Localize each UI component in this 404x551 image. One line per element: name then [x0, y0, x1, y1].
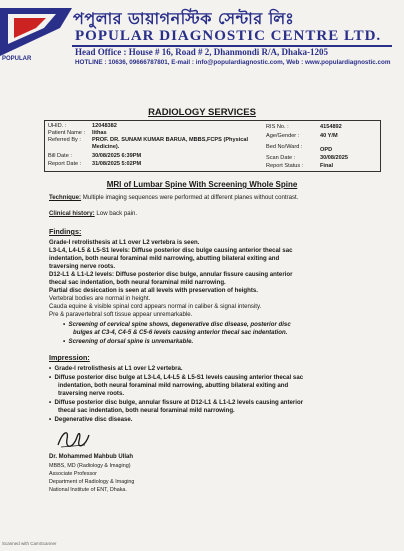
doctor-degrees: MBBS, MD (Radiology & Imaging): [49, 463, 131, 469]
ris-label: RIS No. :: [266, 124, 289, 130]
findings-bullet: • Screening of dorsal spine is unremarkable.: [63, 338, 194, 345]
referred-by-label: Referred By :: [48, 137, 81, 143]
handwritten-signature-icon: [55, 427, 91, 451]
age-gender-value: 40 Y/M: [320, 133, 338, 139]
bill-date-label: Bill Date :: [48, 153, 72, 159]
impression-bullet-text: Grade-I retrolisthesis at L1 over L2 vertebra.: [54, 365, 183, 372]
section-title: RADIOLOGY SERVICES: [148, 107, 256, 118]
patient-info-box: [44, 120, 381, 172]
findings-bullet-continued: bulges at C3-4, C4-5 & C5-6 levels causing anterior thecal sac indentation.: [73, 329, 288, 336]
report-status-label: Report Status :: [266, 163, 304, 169]
company-name: POPULAR DIAGNOSTIC CENTRE LTD.: [75, 28, 382, 44]
ris-value: 4154892: [320, 124, 342, 130]
finding-line: traversing nerve roots.: [49, 263, 116, 270]
impression-bullet: • Diffuse posterior disc bulge, annular fissure at D12-L1 & L1-L2 levels causing anterior: [49, 399, 304, 406]
findings-bullet: • Screening of cervical spine shows, degenerative disc disease, posterior disc: [63, 321, 291, 328]
scan-date-value: 30/08/2025: [320, 155, 348, 161]
finding-plain-line: Vertebral bodies are normal in height.: [49, 295, 151, 302]
finding-plain-line: Pre & paravertebral soft tissue appear unremarkable.: [49, 311, 193, 318]
report-status-value: Final: [320, 163, 334, 169]
impression-bullet: • Degenerative disc disease.: [49, 416, 133, 423]
exam-title: MRI of Lumbar Spine With Screening Whole Spine: [106, 180, 298, 189]
finding-line: indentation, both neural foraminal mild narrowing, abutting bilateral exiting and: [49, 255, 280, 262]
findings-heading: Findings:: [49, 227, 82, 236]
history-text: Low back pain.: [94, 210, 138, 217]
finding-line: L3-L4, L4-L5 & L5-S1 levels: Diffuse posterior disc bulge causing anterior thecal sac: [49, 247, 293, 254]
head-office-address: Head Office : House # 16, Road # 2, Dhanmondi R/A, Dhaka-1205: [75, 47, 329, 57]
doctor-name: Dr. Mohammed Mahbub Ullah: [49, 454, 134, 460]
impression-bullet-continued: traversing nerve roots.: [58, 390, 125, 397]
uhid-label: UHID. :: [48, 123, 67, 129]
company-name-bengali: পপুলার ডায়াগনস্টিক সেন্টার লিঃ: [73, 9, 295, 28]
referred-by-line2: Medicine).: [92, 144, 120, 150]
bed-ward-label: Bed No/Ward :: [266, 144, 303, 150]
finding-line: Grade-I retrolisthesis at L1 over L2 vertebra is seen.: [49, 239, 200, 246]
doctor-institute: National Institute of ENT, Dhaka.: [49, 487, 127, 493]
report-date-label: Report Date :: [48, 161, 82, 167]
hotline-contact: HOTLINE : 10636, 09666787801, E-mail : info@populardiagnostic.com, Web : www.populardiagnostic.com: [75, 59, 391, 66]
technique-text: Multiple imaging sequences were performed at different planes without contrast.: [81, 194, 299, 201]
impression-heading: Impression:: [49, 353, 90, 362]
logo-caption: POPULAR: [2, 56, 32, 62]
history-line: [49, 210, 137, 218]
findings-bullet-text: Screening of dorsal spine is unremarkable.: [68, 338, 194, 345]
impression-bullet-continued: thecal sac indentation, both neural foraminal mild narrowing.: [58, 407, 235, 414]
referred-by-line1: PROF. DR. SUNAM KUMAR BARUA, MBBS,FCPS (Physical: [92, 137, 249, 143]
age-gender-label: Age/Gender :: [266, 133, 300, 139]
impression-bullet-continued: indentation, both neural foraminal mild narrowing, abutting bilateral exiting and: [58, 382, 289, 389]
finding-plain-line: Cauda equine & visible spinal cord appears normal in caliber & signal intensity.: [49, 303, 262, 310]
finding-line: thecal sac indentation, both neural foraminal mild narrowing.: [49, 279, 226, 286]
impression-bullet: • Diffuse posterior disc bulge at L3-L4, L4-L5 & L5-S1 levels causing anterior thecal sac: [49, 374, 304, 381]
popular-logo-icon: [0, 8, 72, 56]
technique-label: Technique:: [49, 194, 82, 201]
scanner-watermark: Scanned with CamScanner: [2, 541, 57, 546]
uhid-value: 12048382: [92, 123, 117, 129]
scan-date-label: Scan Date :: [266, 155, 296, 161]
bill-date-value: 30/08/2025 6:39PM: [92, 153, 142, 159]
bed-ward-value: OPD: [320, 147, 333, 153]
doctor-title: Associate Professor: [49, 471, 97, 477]
letterhead: [0, 0, 404, 70]
patient-name-label: Patient Name :: [48, 130, 85, 136]
history-label: Clinical history:: [49, 210, 95, 217]
impression-bullet-text: Degenerative disc disease.: [54, 416, 133, 423]
finding-line: D12-L1 & L1-L2 levels: Diffuse posterior disc bulge, annular fissure causing anterior: [49, 271, 293, 278]
doctor-department: Department of Radiology & Imaging: [49, 479, 135, 485]
impression-bullet-text: Diffuse posterior disc bulge, annular fissure at D12-L1 & L1-L2 levels causing anterior: [54, 399, 304, 406]
findings-bullet-text: Screening of cervical spine shows, degenerative disc disease, posterior disc: [68, 321, 291, 328]
patient-name-value: Iithas: [92, 130, 107, 136]
finding-line: Partial disc desiccation is seen at all levels with preservation of heights.: [49, 287, 258, 294]
impression-bullet: • Grade-I retrolisthesis at L1 over L2 vertebra.: [49, 365, 183, 372]
report-date-value: 31/08/2025 5:02PM: [92, 161, 142, 167]
impression-bullet-text: Diffuse posterior disc bulge at L3-L4, L4-L5 & L5-S1 levels causing anterior thecal sac: [54, 374, 304, 381]
technique-line: [49, 194, 298, 202]
